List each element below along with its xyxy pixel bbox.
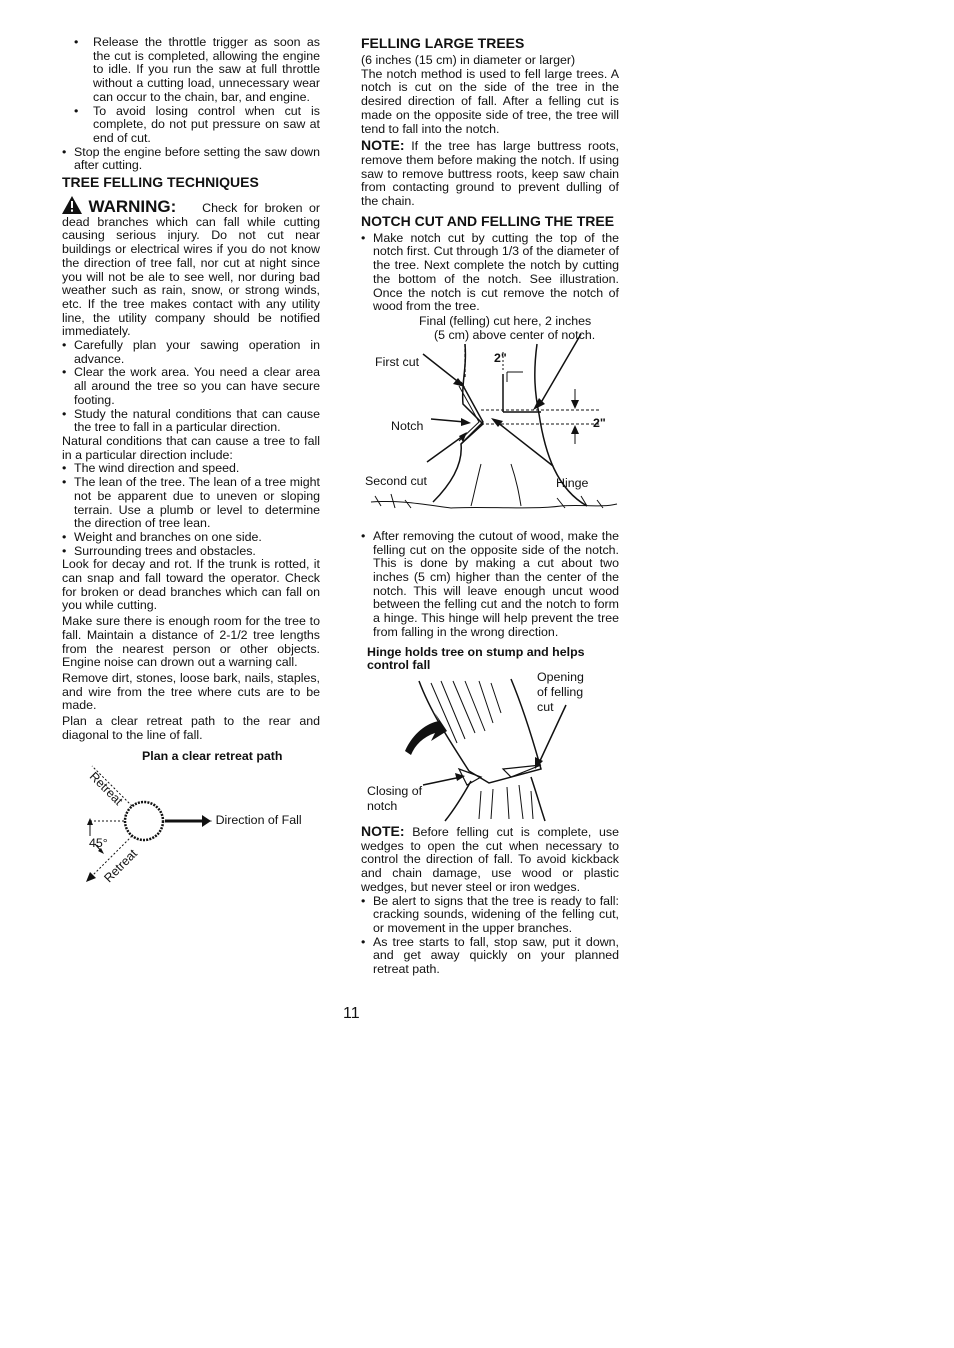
list-item: • Surrounding trees and obstacles. <box>62 545 320 559</box>
notch-label: Notch <box>391 418 424 433</box>
note-text: If the tree has large buttress roots, remove them before making the notch. If using saw to remove buttress roots, keep saw chain from contacting ground to prevent dulling of the chain. <box>361 139 619 209</box>
hinge-caption: Hinge holds tree on stump and helps control fall <box>367 644 585 673</box>
list-item: • As tree starts to fall, stop saw, put it down, and get away quickly on your planned retreat path. <box>361 936 619 977</box>
page-number: 11 <box>343 1005 360 1022</box>
warning-icon <box>62 201 88 215</box>
dimension-side-label: 2" <box>593 415 606 430</box>
note-label: NOTE: <box>361 822 405 839</box>
opening-label-line2: of felling <box>537 684 584 699</box>
section-heading: NOTCH CUT AND FELLING THE TREE <box>361 212 615 229</box>
section-heading: TREE FELLING TECHNIQUES <box>62 174 259 191</box>
retreat-caption: Plan a clear retreat path <box>142 749 283 764</box>
notch-method-paragraph: The notch method is used to fell large trees. A notch is cut on the side of the tree in the desired direction of fall. After a felling cut is made on the opposite side of tree, the tree will tend to fall into the notch. <box>361 66 619 136</box>
notch-figure <box>361 314 619 528</box>
retreat-label-top: Retreat <box>86 769 126 809</box>
hinge-label: Hinge <box>556 475 589 490</box>
first-cut-label: First cut <box>375 354 420 369</box>
direction-of-fall-label: - Direction of Fall <box>208 813 302 828</box>
hinge-figure <box>361 669 619 823</box>
warning-block <box>62 196 320 339</box>
list-item: • Weight and branches on one side. <box>62 531 320 545</box>
list-item: • After removing the cutout of wood, make the felling cut on the opposite side of the notch. This is done by making a cut about two inches (5 cm) higher than the center of the notch. This will leave enough uncut wood between the felling cut and the notch to form a hinge. This hinge will help prevent the tree from falling in the wrong direction. <box>361 530 619 640</box>
list-item: • Clear the work area. You need a clear area all around the tree so you can have secure footing. <box>62 366 320 407</box>
dimension-top-label: 2" <box>494 350 507 365</box>
closing-label-line2: notch <box>367 798 398 813</box>
opening-label-line1: Opening <box>537 669 584 684</box>
note-wedges <box>361 822 619 895</box>
plan-bullet-list <box>62 339 320 435</box>
natural-bullet-list <box>62 462 320 558</box>
notch-bullet-list <box>361 232 619 314</box>
list-item: • Be alert to signs that the tree is ready to fall: cracking sounds, widening of the felling cut, or movement in the upper branches. <box>361 895 619 936</box>
warning-label: WARNING: <box>88 197 177 217</box>
list-item: • Make notch cut by cutting the top of the notch first. Cut through 1/3 of the diameter of the tree. Next complete the notch by cutting the bottom of the notch. See illustration. Once the notch is cut remove the notch of wood from the tree. <box>361 232 619 314</box>
right-column <box>361 36 619 977</box>
list-item: • Release the throttle trigger as soon as the cut is completed, allowing the engine to idle. If you run the saw at full throttle without a cutting load, unnecessary wear can occur to the chain, bar, and engine. <box>62 36 320 105</box>
felling-cut-caption-line1: Final (felling) cut here, 2 inches <box>419 313 592 328</box>
natural-intro: Natural conditions that can cause a tree to fall in a particular direction include: <box>62 433 320 462</box>
left-column <box>62 36 320 893</box>
remove-paragraph: Remove dirt, stones, loose bark, nails, staples, and wire from the tree where cuts are to be made. <box>62 670 320 713</box>
section-heading: FELLING LARGE TREES <box>361 35 525 51</box>
closing-label-line1: Closing of <box>367 783 423 798</box>
note-text: Before felling cut is complete, use wedges to open the cut when necessary to control the direction of fall. To avoid kickback and chain damage, use wood or plastic wedges, but never steel or iron wedges. <box>361 824 619 894</box>
after-bullet-list <box>361 530 619 640</box>
list-item: • The wind direction and speed. <box>62 462 320 476</box>
warning-text: Check for broken or dead branches which can fall while cutting causing serious injury. Do not cut near buildings or electrical wires if you do not know the direction of tree fall, nor cut at night since you will not be ale to see well, nor during bad weather such as rain, snow, or strong winds, etc. If the tree makes contact with any utility line, the utility company should be notified immediately. <box>62 201 320 339</box>
felling-cut-caption-line2: (5 cm) above center of notch. <box>434 327 596 342</box>
list-item: • Carefully plan your sawing operation in advance. <box>62 339 320 366</box>
stop-bullet-list <box>62 146 320 173</box>
note-label: NOTE: <box>361 137 405 154</box>
list-item: • The lean of the tree. The lean of a tree might not be apparent due to uneven or sloping terrain. Use a plumb or level to determine the direction of tree lean. <box>62 476 320 531</box>
final-bullet-list <box>361 895 619 977</box>
retreat-figure <box>62 748 320 893</box>
decay-paragraph: Look for decay and rot. If the trunk is rotted, it can snap and fall toward the operator. Check for broken or dead branches which can fall on you while cutting. <box>62 557 320 613</box>
room-paragraph: Make sure there is enough room for the tree to fall. Maintain a distance of 2-1/2 tree lengths from the nearest person or other objects. Engine noise can drown out a warning call. <box>62 614 320 670</box>
list-item: • Study the natural conditions that can cause the tree to fall in a particular direction. <box>62 408 320 435</box>
second-cut-label: Second cut <box>365 473 427 488</box>
size-note: (6 inches (15 cm) in diameter or larger) <box>361 53 576 67</box>
list-item: • To avoid losing control when cut is complete, do not put pressure on saw at end of cut. <box>62 105 320 146</box>
opening-label-line3: cut <box>537 699 554 714</box>
note-buttress <box>361 139 619 209</box>
list-item: • Stop the engine before setting the saw down after cutting. <box>62 146 320 173</box>
retreat-label-bottom: Retreat <box>101 847 140 886</box>
top-bullet-list <box>62 36 320 146</box>
angle-label: 45° <box>89 836 108 851</box>
retreat-paragraph: Plan a clear retreat path to the rear and diagonal to the line of fall. <box>62 714 320 742</box>
